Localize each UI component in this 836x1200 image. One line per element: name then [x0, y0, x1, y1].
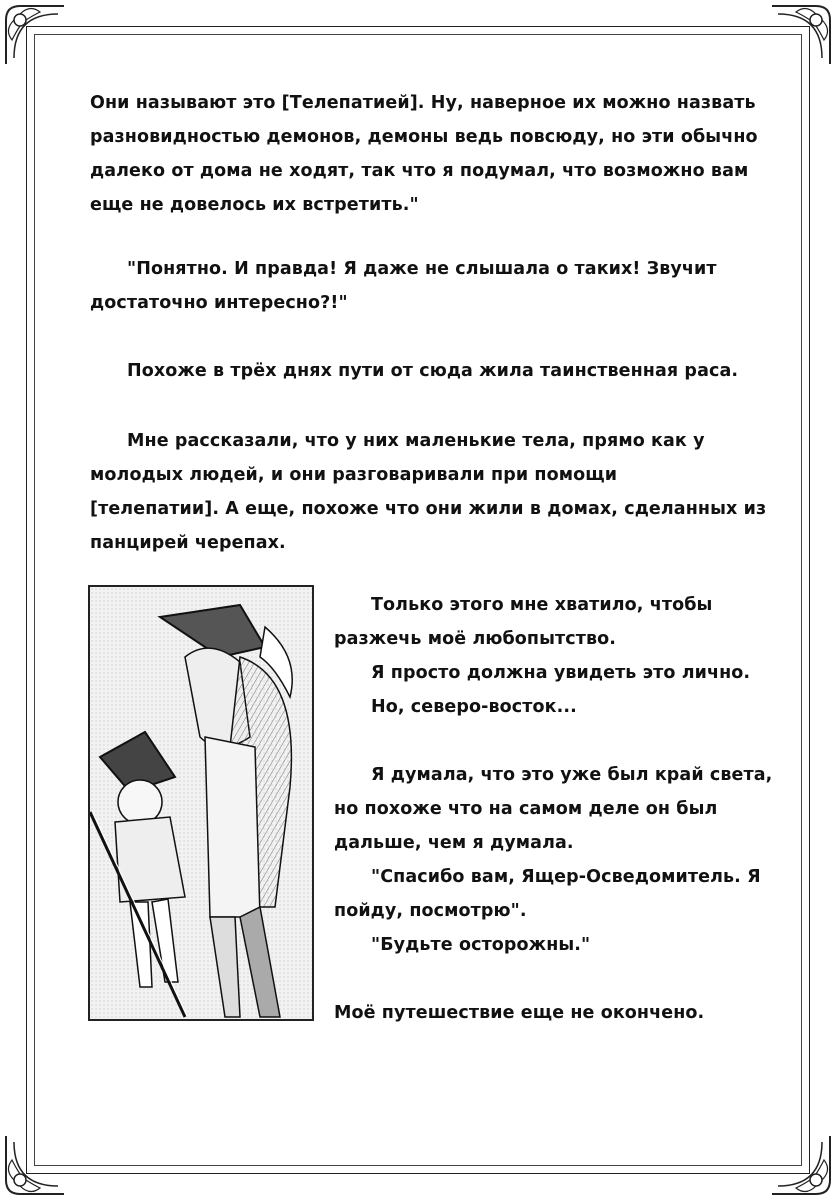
text-line: еще не довелось их встретить."	[90, 195, 419, 215]
manga-illustration-icon	[90, 587, 312, 1019]
corner-ornament-icon	[766, 1130, 836, 1200]
blank-line	[334, 724, 772, 758]
text-line: [телепатии]. А еще, похоже что они жили в домах, сделанных из	[90, 499, 767, 519]
paragraph-4	[90, 424, 766, 560]
text-line: Они называют это [Телепатией]. Ну, наверное их можно назвать	[90, 93, 756, 113]
text-line: Только этого мне хватило, чтобы	[371, 595, 713, 615]
text-line: "Понятно. И правда! Я даже не слышала о таких! Звучит	[127, 259, 717, 279]
text-line: молодых людей, и они разговаривали при помощи	[90, 465, 618, 485]
text-line: Я думала, что это уже был край света,	[371, 765, 773, 785]
paragraph-1	[90, 86, 758, 222]
text-line: разновидностью демонов, демоны ведь повсюду, но эти обычно	[90, 127, 758, 147]
corner-ornament-icon	[766, 0, 836, 70]
text-line: "Будьте осторожны."	[371, 935, 591, 955]
text-line: достаточно интересно?!"	[90, 293, 348, 313]
text-line: Моё путешествие еще не окончено.	[334, 1003, 705, 1023]
text-line: пойду, посмотрю".	[334, 901, 527, 921]
text-line: дальше, чем я думала.	[334, 833, 574, 853]
text-line: Но, северо-восток...	[371, 697, 577, 717]
text-line: "Спасибо вам, Ящер-Осведомитель. Я	[371, 867, 761, 887]
text-line: Похоже в трёх днях пути от сюда жила таинственная раса.	[127, 361, 739, 381]
text-line: Я просто должна увидеть это лично.	[371, 663, 751, 683]
manga-illustration	[88, 585, 314, 1021]
corner-ornament-icon	[0, 0, 70, 70]
text-line: но похоже что на самом деле он был	[334, 799, 718, 819]
text-line: Мне рассказали, что у них маленькие тела, прямо как у	[127, 431, 705, 451]
paragraph-2	[90, 252, 717, 320]
paragraph-3	[90, 354, 738, 388]
text-line: разжечь моё любопытство.	[334, 629, 617, 649]
blank-line	[334, 962, 772, 996]
side-text	[334, 588, 772, 1030]
text-line: панцирей черепах.	[90, 533, 286, 553]
text-line: далеко от дома не ходят, так что я подумал, что возможно вам	[90, 161, 749, 181]
corner-ornament-icon	[0, 1130, 70, 1200]
